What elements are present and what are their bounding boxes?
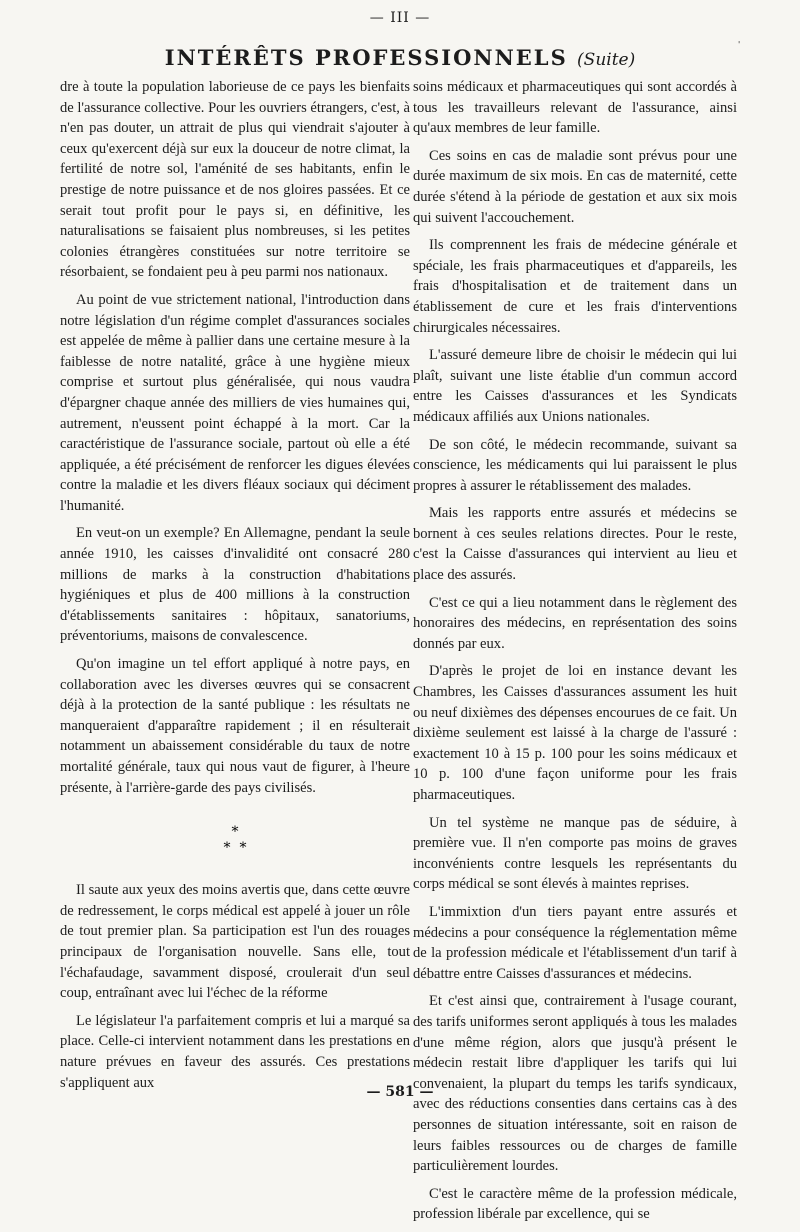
paragraph: Au point de vue strictement national, l'introduction dans notre législation d'un régime complet d'assurances sociales est appelée de même à pallier dans une certaine mesure à la faiblesse de notre natalité, grâce à une hygiène mieux comprise et surtout plus généralisée, qui nous vaudra d'épargner chaque année des milliers de vies humaines qui, autrement, n'eussent point échappé à la mort. Car la caractéristique de l'assurance sociale, partout où elle a été appliquée, a été précisément de renforcer les digues élevées contre la maladie et les divers fléaux sociaux qui déciment l'humanité.: [60, 291, 410, 514]
paragraph: De son côté, le médecin recommande, suivant sa conscience, les médicaments qui lui paraissent le plus propres à assurer le rétablissement des malades.: [413, 436, 737, 494]
paragraph: Ils comprennent les frais de médecine générale et spéciale, les frais pharmaceutiques et d'appareils, les frais d'hospitalisation et de traitement dans un établissement de cure et les frais d'interventions chirurgicales nécessaires.: [413, 237, 737, 336]
running-folio-roman: — III —: [369, 10, 431, 26]
section-title-suffix: (Suite): [577, 50, 636, 70]
asterism-icon: [215, 822, 255, 862]
margin-mark: ': [738, 40, 741, 49]
paragraph: D'après le projet de loi en instance devant les Chambres, les Caisses d'assurances assument les huit ou neuf dixièmes des dépenses encourues de ce fait. Un dixième seulement est laissé à la charge de l'assuré : exactement 10 à 15 p. 100 pour les soins médicaux et 10 p. 100 d'une façon uniforme pour les frais pharmaceutiques.: [413, 663, 737, 803]
paragraph: C'est ce qui a lieu notamment dans le règlement des honoraires des médecins, en représentation des soins donnés par eux.: [413, 594, 737, 652]
paragraph: Ces soins en cas de maladie sont prévus pour une durée maximum de six mois. En cas de maternité, cette durée s'étend à la période de gestation et aux six mois qui suivent l'accouchement.: [413, 147, 737, 226]
right-column: [413, 77, 737, 1232]
svg-text:*: *: [239, 840, 247, 857]
paragraph: Il saute aux yeux des moins avertis que, dans cette œuvre de redressement, le corps médical est appelé à jouer un rôle de tout premier plan. Sa participation est l'un des rouages principaux de l'organisation nouvelle. Sans elle, tout l'échafaudage, savamment disposé, croulerait d'un seul coup, entraînant avec lui l'échec de la réforme: [60, 882, 410, 1002]
section-title: [0, 45, 800, 70]
left-column: [60, 77, 410, 1100]
paragraph: Le législateur l'a parfaitement compris et lui a marqué sa place. Celle-ci intervient notamment dans les prestations en nature prévues en faveur des assurés. Ces prestations s'appliquent aux: [60, 1012, 410, 1091]
section-title-text: INTÉRÊTS PROFESSIONNELS: [164, 45, 568, 70]
paragraph: dre à toute la population laborieuse de ce pays les bienfaits de l'assurance collective. Pour les ouvriers étrangers, c'est, à n'en pas douter, un attrait de plus qui viendrait s'ajouter à ceux qu'exercent déjà sur eux la douceur de notre climat, la fertilité de notre sol, l'aménité de ses habitants, enfin le prestige de notre puissance et de nos gloires passées. Et ce serait tout profit pour le pays si, en définitive, les naturalisations se faisaient plus nombreuses, si les petites colonies étrangères constituées sur notre territoire se résorbaient, se fondaient peu à peu parmi nos nationaux.: [60, 79, 410, 281]
paragraph: L'assuré demeure libre de choisir le médecin qui lui plaît, suivant une liste établie d'un commun accord entre les Caisses d'assurances et les Syndicats médicaux affiliés aux Unions nationales.: [413, 347, 737, 425]
page-number: — 581 —: [366, 1084, 434, 1100]
paragraph: Mais les rapports entre assurés et médecins se bornent à ces seules relations directes. Pour le reste, c'est la Caisse d'assurances qui intervient au lieu et place des assurés.: [413, 505, 737, 584]
paragraph: L'immixtion d'un tiers payant entre assurés et médecins a pour conséquence la réglementation même de la profession médicale et l'établissement d'un tarif à débattre entre Caisses d'assurances et médecins.: [413, 903, 737, 982]
paragraph: En veut-on un exemple? En Allemagne, pendant la seule année 1910, les caisses d'invalidité ont consacré 280 millions de marks à la construction d'habitations hygiéniques et plus de 400 millions à la construction d'établissements sanitaires : hôpitaux, sanatoriums, préventoriums, maisons de convalescence.: [60, 525, 410, 645]
paragraph: Et c'est ainsi que, contrairement à l'usage courant, des tarifs uniformes seront appliqués à tous les malades d'une même région, alors que jusqu'à présent le médecin restait libre d'appliquer les tarifs qui lui convenaient, la plupart du temps les tarifs syndicaux, avec des réductions consenties dans certains cas à des personnes de situation intéressante, soit en raison de leurs faibles ressources ou de charges de famille particulièrement lourdes.: [413, 993, 737, 1175]
paragraph: Qu'on imagine un tel effort appliqué à notre pays, en collaboration avec les diverses œuvres qui se consacrent déjà à la protection de la santé publique : les résultats ne manqueraient d'apparaître rapidement ; il en résulterait notamment un abaissement considérable du taux de notre mortalité générale, taux qui nous vaut de figurer, à l'heure présente, à l'arrière-garde des pays civilisés.: [60, 656, 410, 796]
paragraph: soins médicaux et pharmaceutiques qui sont accordés à tous les travailleurs relevant de l'assurance, ainsi qu'aux membres de leur famille.: [413, 79, 737, 137]
svg-text:*: *: [223, 840, 231, 857]
paragraph: Un tel système ne manque pas de séduire, à première vue. Il n'en comporte pas moins de graves inconvénients contre lesquels les représentants du corps médical se sont élevés à maintes reprises.: [413, 814, 737, 893]
svg-text:*: *: [231, 824, 239, 841]
paragraph: C'est le caractère même de la profession médicale, profession libérale par excellence, qui se: [413, 1185, 737, 1223]
section-separator: [60, 822, 410, 868]
